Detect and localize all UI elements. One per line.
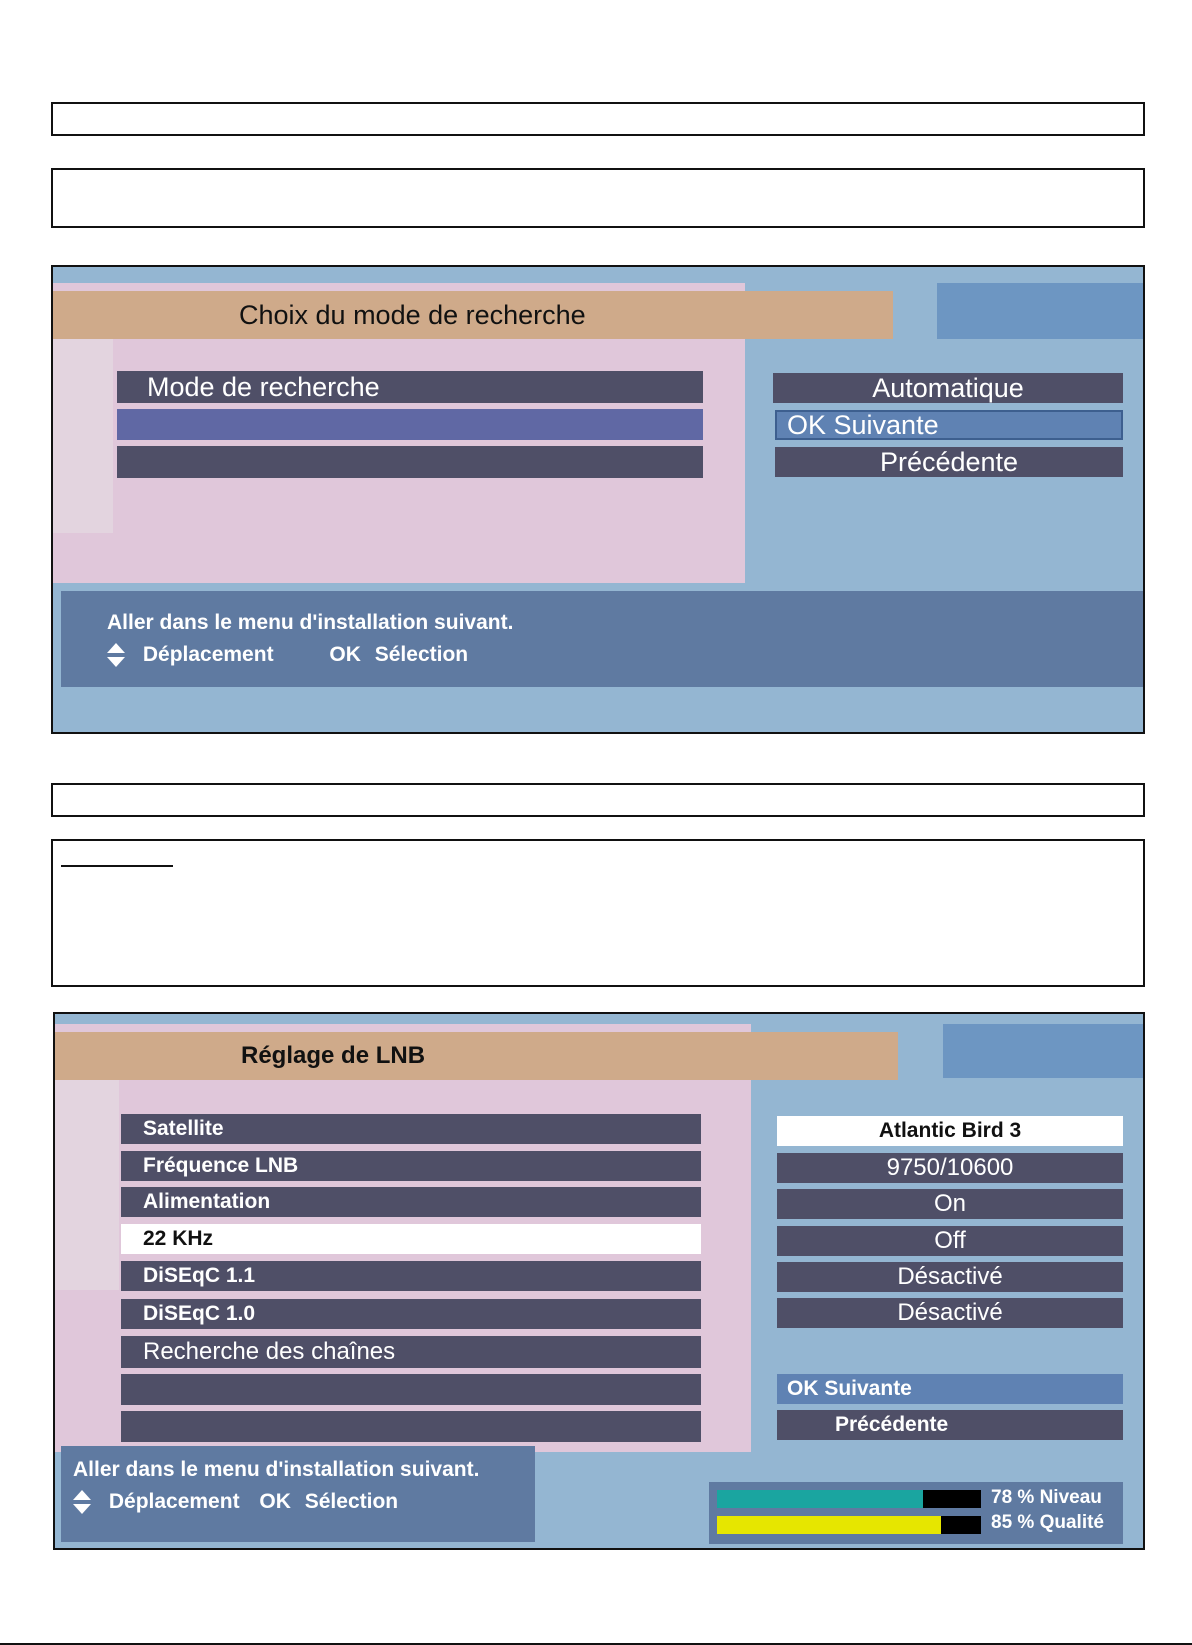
- channel-search-row[interactable]: [121, 1336, 701, 1368]
- help-select: Sélection: [374, 643, 469, 666]
- up-down-arrows-icon: [107, 643, 125, 667]
- diseqc10-value[interactable]: [777, 1298, 1123, 1328]
- empty-row-1[interactable]: [121, 1374, 701, 1405]
- screen-title: Choix du mode de recherche: [239, 299, 586, 330]
- lnb-frequency-row[interactable]: [121, 1151, 701, 1181]
- mode-row-empty[interactable]: [117, 446, 703, 478]
- 22khz-label: 22 KHz: [143, 1227, 214, 1250]
- lnb-frequency-value[interactable]: [777, 1153, 1123, 1183]
- help-select: Sélection: [304, 1490, 399, 1513]
- empty-frame-4: [51, 839, 1145, 987]
- diseqc11-label: DiSEqC 1.1: [143, 1264, 256, 1287]
- satellite-value[interactable]: [777, 1116, 1123, 1146]
- underline-mark: [61, 865, 173, 867]
- automatic-option-label: Automatique: [872, 372, 1024, 403]
- power-value[interactable]: [777, 1189, 1123, 1219]
- 22khz-value[interactable]: [777, 1226, 1123, 1256]
- mode-row-label: Mode de recherche: [147, 371, 380, 402]
- empty-frame-2: [51, 168, 1145, 228]
- corner-block: [943, 1024, 1145, 1078]
- screen-title-bar: [53, 291, 893, 339]
- screen-title-bar: [55, 1032, 898, 1080]
- ok-next-label: OK Suivante: [787, 1377, 912, 1400]
- help-keys: [73, 1490, 398, 1514]
- diseqc11-value-text: Désactivé: [897, 1263, 1003, 1290]
- satellite-label: Satellite: [143, 1117, 224, 1140]
- previous-label: Précédente: [835, 1413, 949, 1436]
- lnb-frequency-value-text: 9750/10600: [886, 1154, 1014, 1181]
- diseqc11-value[interactable]: [777, 1262, 1123, 1292]
- left-panel-highlight: [55, 1080, 119, 1290]
- mode-row-selected[interactable]: [117, 409, 703, 440]
- help-panel: [61, 1446, 535, 1542]
- ok-next-button[interactable]: [775, 410, 1123, 440]
- empty-row-2[interactable]: [121, 1411, 701, 1442]
- previous-button[interactable]: [775, 447, 1123, 477]
- power-value-text: On: [933, 1190, 966, 1217]
- screen-title: Réglage de LNB: [241, 1042, 426, 1069]
- help-move: Déplacement: [142, 643, 274, 666]
- quality-bar-fill: [717, 1516, 941, 1534]
- power-label: Alimentation: [143, 1190, 271, 1213]
- ok-next-button[interactable]: [777, 1374, 1123, 1404]
- level-label: 78 % Niveau: [991, 1487, 1102, 1508]
- help-keys: [107, 643, 468, 667]
- search-mode-screen: [51, 265, 1145, 734]
- help-text: Aller dans le menu d'installation suivant.: [73, 1458, 480, 1481]
- automatic-option[interactable]: [773, 373, 1123, 403]
- diseqc10-label: DiSEqC 1.0: [143, 1302, 256, 1325]
- diseqc10-value-text: Désactivé: [897, 1299, 1003, 1326]
- lnb-settings-screen: [53, 1012, 1145, 1550]
- ok-next-label: OK Suivante: [787, 409, 939, 440]
- 22khz-row[interactable]: [121, 1224, 701, 1254]
- empty-frame-1: [51, 102, 1145, 136]
- empty-frame-3: [51, 783, 1145, 817]
- mode-row[interactable]: [117, 371, 703, 403]
- satellite-value-text: Atlantic Bird 3: [878, 1119, 1022, 1142]
- 22khz-value-text: Off: [934, 1227, 966, 1254]
- diseqc11-row[interactable]: [121, 1261, 701, 1291]
- level-bar-fill: [717, 1490, 923, 1508]
- quality-bar: [717, 1516, 981, 1534]
- left-panel-highlight: [53, 337, 113, 533]
- help-ok-key: OK: [259, 1490, 291, 1513]
- diseqc10-row[interactable]: [121, 1299, 701, 1329]
- lnb-frequency-label: Fréquence LNB: [143, 1154, 299, 1177]
- previous-label: Précédente: [879, 446, 1019, 477]
- quality-label: 85 % Qualité: [991, 1512, 1104, 1533]
- signal-meter-panel: [709, 1482, 1123, 1544]
- corner-block: [937, 283, 1145, 339]
- previous-button[interactable]: [777, 1410, 1123, 1440]
- channel-search-label: Recherche des chaînes: [143, 1338, 396, 1365]
- up-down-arrows-icon: [73, 1490, 91, 1514]
- level-bar: [717, 1490, 981, 1508]
- help-text: Aller dans le menu d'installation suivant.: [107, 611, 514, 634]
- help-panel: [61, 591, 1145, 687]
- satellite-row[interactable]: [121, 1114, 701, 1144]
- help-ok-key: OK: [329, 643, 361, 666]
- help-move: Déplacement: [108, 1490, 240, 1513]
- power-row[interactable]: [121, 1187, 701, 1217]
